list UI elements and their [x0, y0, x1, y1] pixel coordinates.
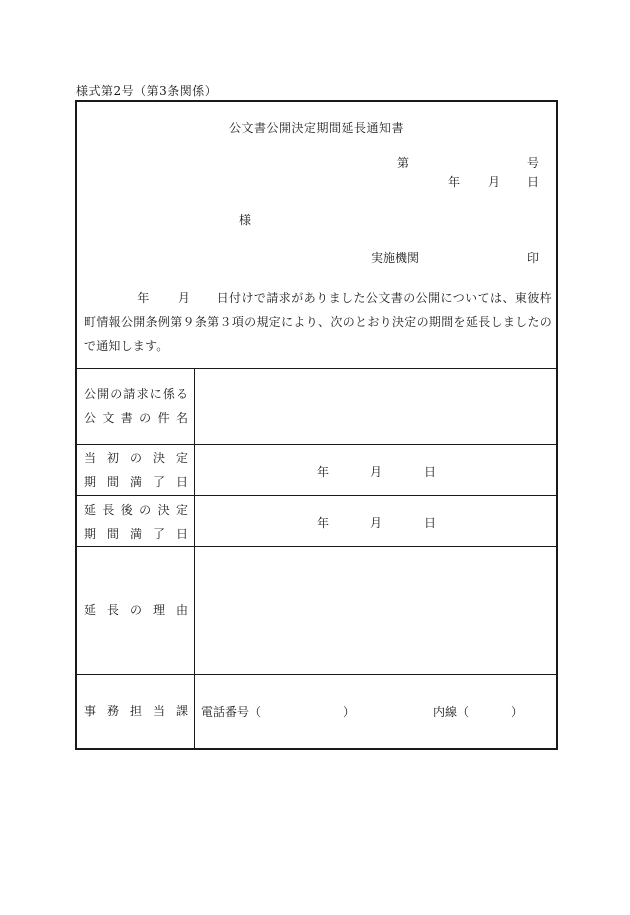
table-row [84, 382, 188, 430]
table-row [84, 498, 188, 546]
extension-label: 内線（ [433, 705, 470, 719]
row-label [84, 470, 188, 494]
agency-label: 実施機関 [371, 251, 420, 265]
notice-form [75, 100, 558, 750]
extended-deadline-year: 年 [317, 516, 330, 530]
table-row [84, 699, 188, 723]
notice-body [84, 286, 552, 358]
row-label [84, 406, 188, 430]
header-date-year: 年 [448, 175, 461, 189]
table-top-rule [77, 368, 556, 369]
row-label [84, 598, 188, 622]
row-label [84, 522, 188, 546]
row-label [84, 446, 188, 470]
table-rule-3 [77, 546, 556, 547]
row-label-text: 延 長 後 の 決 定 [84, 503, 188, 517]
table-rule-1 [77, 444, 556, 445]
row-label-text: 事 務 担 当 課 [84, 704, 188, 718]
body-intro-year: 年 [137, 291, 150, 305]
extended-deadline-day: 日 [424, 516, 437, 530]
row-label-text: 期 間 満 了 日 [84, 475, 188, 489]
number-suffix: 号 [527, 156, 540, 170]
row-label-text: 公 開 の 請 求 に 係 る [84, 387, 188, 401]
row-label-text: 当 初 の 決 定 [84, 451, 188, 465]
initial-deadline-month: 月 [370, 465, 383, 479]
table-row [84, 446, 188, 494]
header-date-month: 月 [488, 175, 501, 189]
table-rule-2 [77, 495, 556, 496]
row-label [84, 498, 188, 522]
phone-label: 電話番号（ [201, 705, 262, 719]
initial-deadline-day: 日 [424, 465, 437, 479]
addressee-suffix: 様 [239, 213, 252, 227]
row-label [84, 382, 188, 406]
row-label [84, 699, 188, 723]
row-label-text: 延 長 の 理 由 [84, 603, 188, 617]
number-prefix: 第 [397, 156, 410, 170]
body-text: 日付けで請求がありました公文書の公開については、東彼杵町情報公開条例第９条第３項の規定により、次のとおり決定の期間を延長しましたので通知します。 [84, 291, 553, 353]
body-intro-month: 月 [177, 291, 191, 305]
document-title: 公文書公開決定期間延長通知書 [228, 121, 404, 135]
row-label-text: 期 間 満 了 日 [84, 527, 188, 541]
form-number-label: 様式第2号（第3条関係） [76, 84, 218, 98]
extended-deadline-month: 月 [370, 516, 383, 530]
extension-close: ） [511, 705, 524, 719]
table-row [84, 598, 188, 622]
row-label-text: 公 文 書 の 件 名 [84, 411, 188, 425]
table-rule-4 [77, 674, 556, 675]
initial-deadline-year: 年 [317, 465, 330, 479]
seal-label: 印 [527, 251, 540, 265]
phone-close: ） [343, 705, 356, 719]
table-column-divider [194, 368, 195, 748]
header-date-day: 日 [527, 175, 540, 189]
